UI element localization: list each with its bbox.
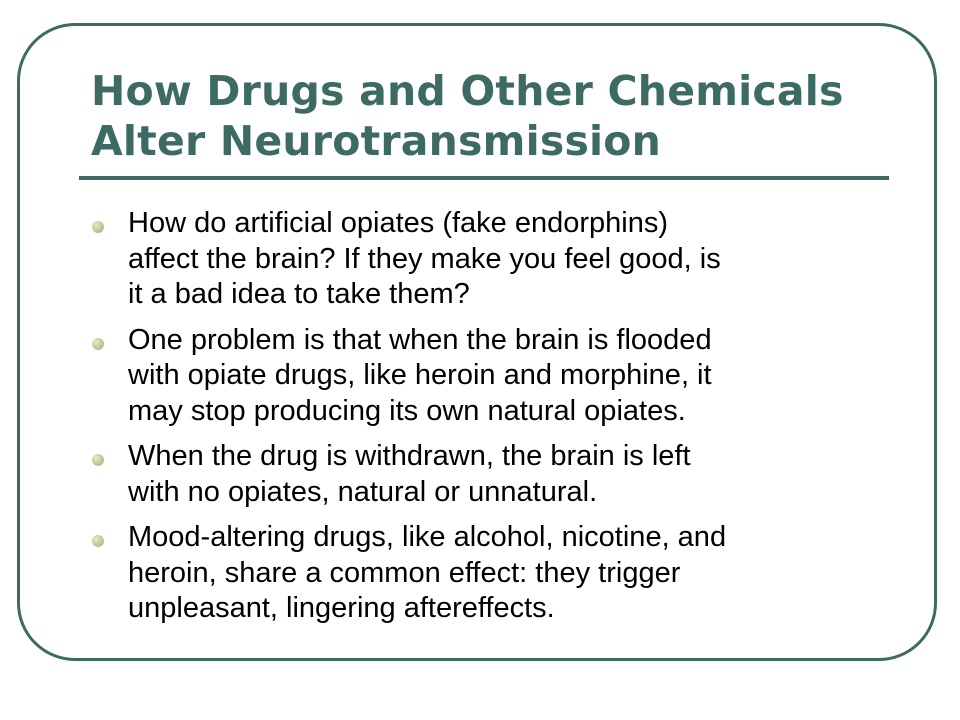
bullet-icon (92, 221, 104, 233)
bullet-icon (92, 454, 104, 466)
bullet-icon (92, 535, 104, 547)
title-divider (79, 176, 889, 180)
bullet-text-line: unpleasant, lingering aftereffects. (128, 592, 555, 624)
bullet-text-line: with opiate drugs, like heroin and morphine, it (128, 359, 712, 391)
bullet-list (92, 206, 882, 637)
bullet-icon (92, 338, 104, 350)
bullet-item (92, 323, 882, 430)
bullet-text-line: Mood-altering drugs, like alcohol, nicotine, and (128, 521, 727, 553)
bullet-text-line: affect the brain? If they make you feel good, is (128, 242, 721, 275)
bullet-text-line: may stop producing its own natural opiates. (128, 394, 686, 427)
title-line: How Drugs and Other Chemicals (91, 67, 844, 115)
bullet-text-line: How do artificial opiates (fake endorphins) (128, 207, 668, 239)
bullet-item (92, 206, 882, 313)
bullet-item (92, 520, 882, 627)
bullet-text-line: heroin, share a common effect: they trigger (128, 556, 681, 589)
bullet-text-line: One problem is that when the brain is flooded (128, 323, 712, 356)
bullet-item (92, 439, 882, 510)
title-line: Alter Neurotransmission (91, 117, 662, 165)
slide-title (91, 66, 891, 166)
bullet-text-line: it a bad idea to take them? (128, 278, 470, 310)
bullet-text-line: When the drug is withdrawn, the brain is left (128, 440, 691, 472)
bullet-text-line: with no opiates, natural or unnatural. (128, 475, 598, 508)
